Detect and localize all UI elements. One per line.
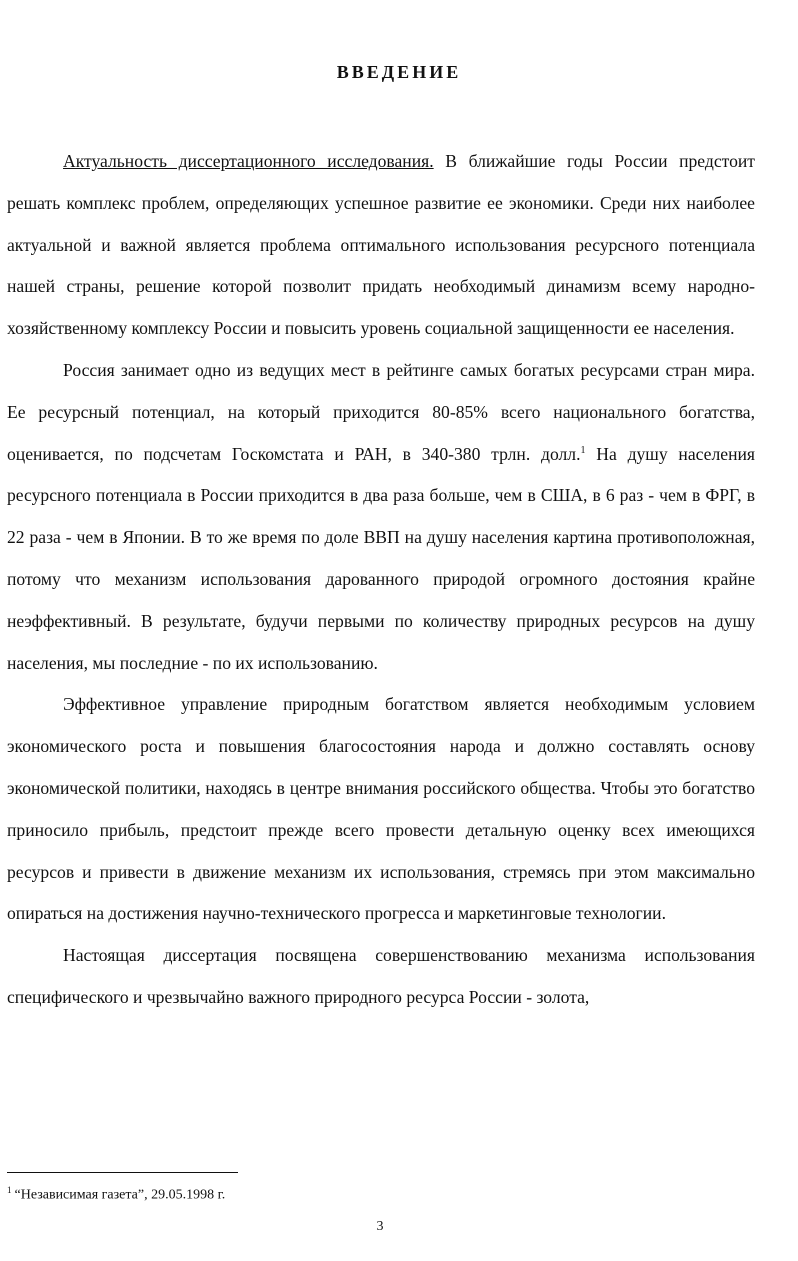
paragraph-2-part1: Россия занимает одно из ведущих мест в рейтинге самых богатых ресурсами стран мира. Ее ресурсный потенциал, на который приходится 80-85% всего национального богатства, оценивается, по подсчетам Госкомстата и РАН, в 340-380 трлн. долл. bbox=[7, 359, 755, 464]
page-title: ВВЕДЕНИЕ bbox=[336, 62, 462, 82]
paragraph-2-part2: На душу населения ресурсного потенциала в России приходится в два раза больше, чем в США, в 6 раз - чем в ФРГ, в 22 раза - чем в Японии. В то же время по доле ВВП на душу населения картина противоположная, потому что механизм использования дарованного природой огромного достояния крайне неэффективный. В результате, будучи первыми по количеству природных ресурсов на душу населения, мы последние - по их использованию. bbox=[7, 443, 756, 673]
page-number: 3 bbox=[376, 1219, 384, 1234]
footnote-text: “Независимая газета”, 29.05.1998 г. bbox=[14, 1187, 226, 1203]
footnote bbox=[7, 1181, 225, 1205]
paragraph-1 bbox=[7, 141, 755, 350]
body-text bbox=[7, 141, 755, 1019]
paragraph-4: Настоящая диссертация посвящена совершенствованию механизма использования специфического и чрезвычайно важного природного ресурса России - золота, bbox=[7, 945, 755, 1007]
footnote-divider bbox=[7, 1172, 238, 1173]
paragraph-1-text: В ближайшие годы России предстоит решать комплекс проблем, определяющих успешное развитие ее экономики. Среди них наиболее актуальной и важной является проблема оптимального использования ресурсного потенциала нашей страны, решение которой позволит придать необходимый динамизм всему народно-хозяйственному комплексу России и повысить уровень социальной защищенности ее населения. bbox=[7, 151, 755, 339]
footnote-reference: 1 bbox=[580, 444, 586, 456]
footnote-mark: 1 bbox=[7, 1185, 12, 1195]
paragraph-3: Эффективное управление природным богатством является необходимым условием экономического роста и повышения благосостояния народа и должно составлять основу экономической политики, находясь в центре внимания российского общества. Чтобы это богатство приносило прибыль, предстоит прежде всего провести детальную оценку всех имеющихся ресурсов и привести в движение механизм их использования, стремясь при этом максимально опираться на достижения научно-технического прогресса и маркетинговые технологии. bbox=[7, 694, 755, 924]
paragraph-2 bbox=[7, 350, 755, 684]
paragraph-1-heading: Актуальность диссертационного исследования. bbox=[63, 151, 434, 171]
